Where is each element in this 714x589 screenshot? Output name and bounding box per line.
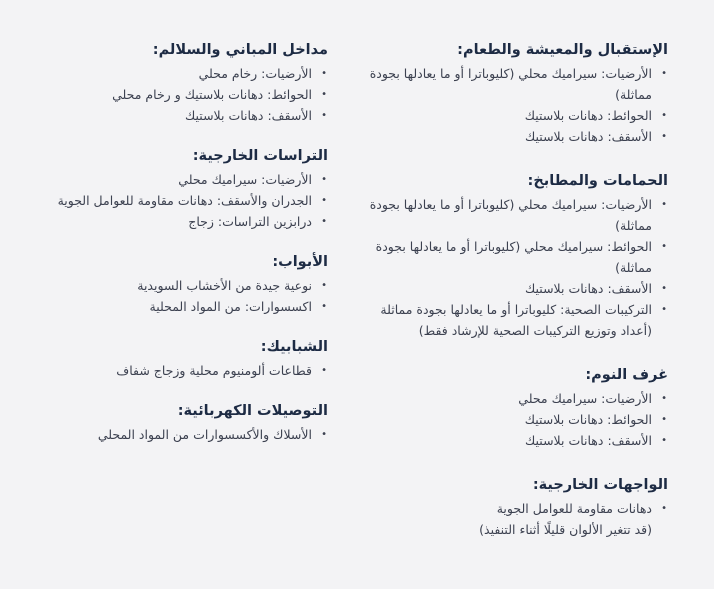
bullet-icon: • <box>321 89 327 100</box>
list-item-text: دهانات مقاومة للعوامل الجوية <box>496 501 652 516</box>
bullet-icon: • <box>661 68 667 79</box>
list-item <box>348 388 668 409</box>
spec-list <box>348 63 668 147</box>
spec-list <box>42 275 328 317</box>
spec-section <box>348 40 668 147</box>
list-item <box>42 169 328 190</box>
list-item-text: الحوائط: دهانات بلاستيك و رخام محلي <box>112 87 312 102</box>
section-title: التراسات الخارجية: <box>192 148 328 164</box>
list-item <box>348 63 668 105</box>
bullet-icon: • <box>321 216 327 227</box>
bullet-icon: • <box>321 174 327 185</box>
list-item <box>348 409 668 430</box>
spec-section <box>348 171 668 341</box>
spec-list <box>348 498 668 519</box>
spec-section <box>42 401 328 445</box>
list-item-text: الأرضيات: سيراميك محلي <box>518 391 652 406</box>
spec-section <box>42 337 328 381</box>
section-title: الشبابيك: <box>260 339 328 355</box>
list-item-text: الأسقف: دهانات بلاستيك <box>524 129 652 144</box>
list-item <box>348 126 668 147</box>
list-item-text: الأسقف: دهانات بلاستيك <box>524 281 652 296</box>
bullet-icon: • <box>321 280 327 291</box>
spec-list <box>42 360 328 381</box>
spec-section <box>42 40 328 126</box>
list-item <box>42 296 328 317</box>
section-title: الحمامات والمطابخ: <box>527 173 668 189</box>
spec-list <box>42 424 328 445</box>
list-item-text: درابزين التراسات: زجاج <box>188 214 312 229</box>
section-title: الأبواب: <box>272 254 328 270</box>
spec-list <box>42 169 328 232</box>
list-item <box>42 424 328 445</box>
bullet-icon: • <box>661 110 667 121</box>
list-item-text: الأرضيات: سيراميك محلي (كليوباترا أو ما يعادلها بجودة مماثلة) <box>369 66 652 102</box>
list-item-text: الجدران والأسقف: دهانات مقاومة للعوامل الجوية <box>57 193 312 208</box>
list-item-text: الأرضيات: سيراميك محلي <box>178 172 312 187</box>
list-item-text: اكسسوارات: من المواد المحلية <box>149 299 312 314</box>
bullet-icon: • <box>661 241 667 252</box>
list-item <box>348 194 668 236</box>
list-item <box>42 105 328 126</box>
spec-list <box>348 194 668 320</box>
bullet-icon: • <box>661 199 667 210</box>
section-note: (أعداد وتوزيع التركيبات الصحية للإرشاد فقط) <box>418 323 652 338</box>
right-column <box>348 40 668 564</box>
list-item <box>42 211 328 232</box>
list-item-text: الأرضيات: سيراميك محلي (كليوباترا أو ما يعادلها بجودة مماثلة) <box>369 197 652 233</box>
list-item <box>348 430 668 451</box>
list-item <box>348 498 668 519</box>
list-item-text: الحوائط: دهانات بلاستيك <box>524 412 652 427</box>
bullet-icon: • <box>321 68 327 79</box>
list-item <box>42 84 328 105</box>
list-item-text: التركيبات الصحية: كليوباترا أو ما يعادلها بجودة مماثلة <box>380 302 652 317</box>
section-title: الواجهات الخارجية: <box>532 477 668 493</box>
bullet-icon: • <box>321 195 327 206</box>
spec-section <box>42 146 328 232</box>
list-item-text: الحوائط: سيراميك محلي (كليوباترا أو ما يعادلها بجودة مماثلة) <box>375 239 652 275</box>
bullet-icon: • <box>321 110 327 121</box>
bullet-icon: • <box>661 283 667 294</box>
bullet-icon: • <box>321 301 327 312</box>
list-item <box>42 360 328 381</box>
bullet-icon: • <box>321 365 327 376</box>
section-title: مداخل المباني والسلالم: <box>152 42 328 58</box>
list-item <box>42 275 328 296</box>
spec-section <box>348 475 668 540</box>
section-title: غرف النوم: <box>585 367 668 383</box>
bullet-icon: • <box>661 131 667 142</box>
list-item-text: نوعية جيدة من الأخشاب السويدية <box>137 278 312 293</box>
list-item-text: قطاعات ألومنيوم محلية وزجاج شفاف <box>116 363 312 378</box>
list-item <box>348 105 668 126</box>
bullet-icon: • <box>661 414 667 425</box>
spec-section <box>348 365 668 451</box>
list-item <box>42 190 328 211</box>
spec-section <box>42 252 328 317</box>
list-item <box>348 278 668 299</box>
spec-list <box>42 63 328 126</box>
spec-list <box>348 388 668 451</box>
list-item-text: الأسقف: دهانات بلاستيك <box>524 433 652 448</box>
left-column <box>42 40 328 465</box>
list-item-text: الأسلاك والأكسسوارات من المواد المحلي <box>97 427 312 442</box>
list-item-text: الأرضيات: رخام محلي <box>198 66 312 81</box>
section-note: (قد تتغير الألوان قليلًا أثناء التنفيذ) <box>479 522 652 537</box>
bullet-icon: • <box>321 429 327 440</box>
bullet-icon: • <box>661 393 667 404</box>
section-title: الإستقبال والمعيشة والطعام: <box>457 42 668 58</box>
bullet-icon: • <box>661 304 667 315</box>
bullet-icon: • <box>661 503 667 514</box>
list-item <box>348 236 668 278</box>
list-item <box>348 299 668 320</box>
section-title: التوصيلات الكهربائية: <box>177 403 328 419</box>
bullet-icon: • <box>661 435 667 446</box>
list-item <box>42 63 328 84</box>
list-item-text: الحوائط: دهانات بلاستيك <box>524 108 652 123</box>
list-item-text: الأسقف: دهانات بلاستيك <box>184 108 312 123</box>
